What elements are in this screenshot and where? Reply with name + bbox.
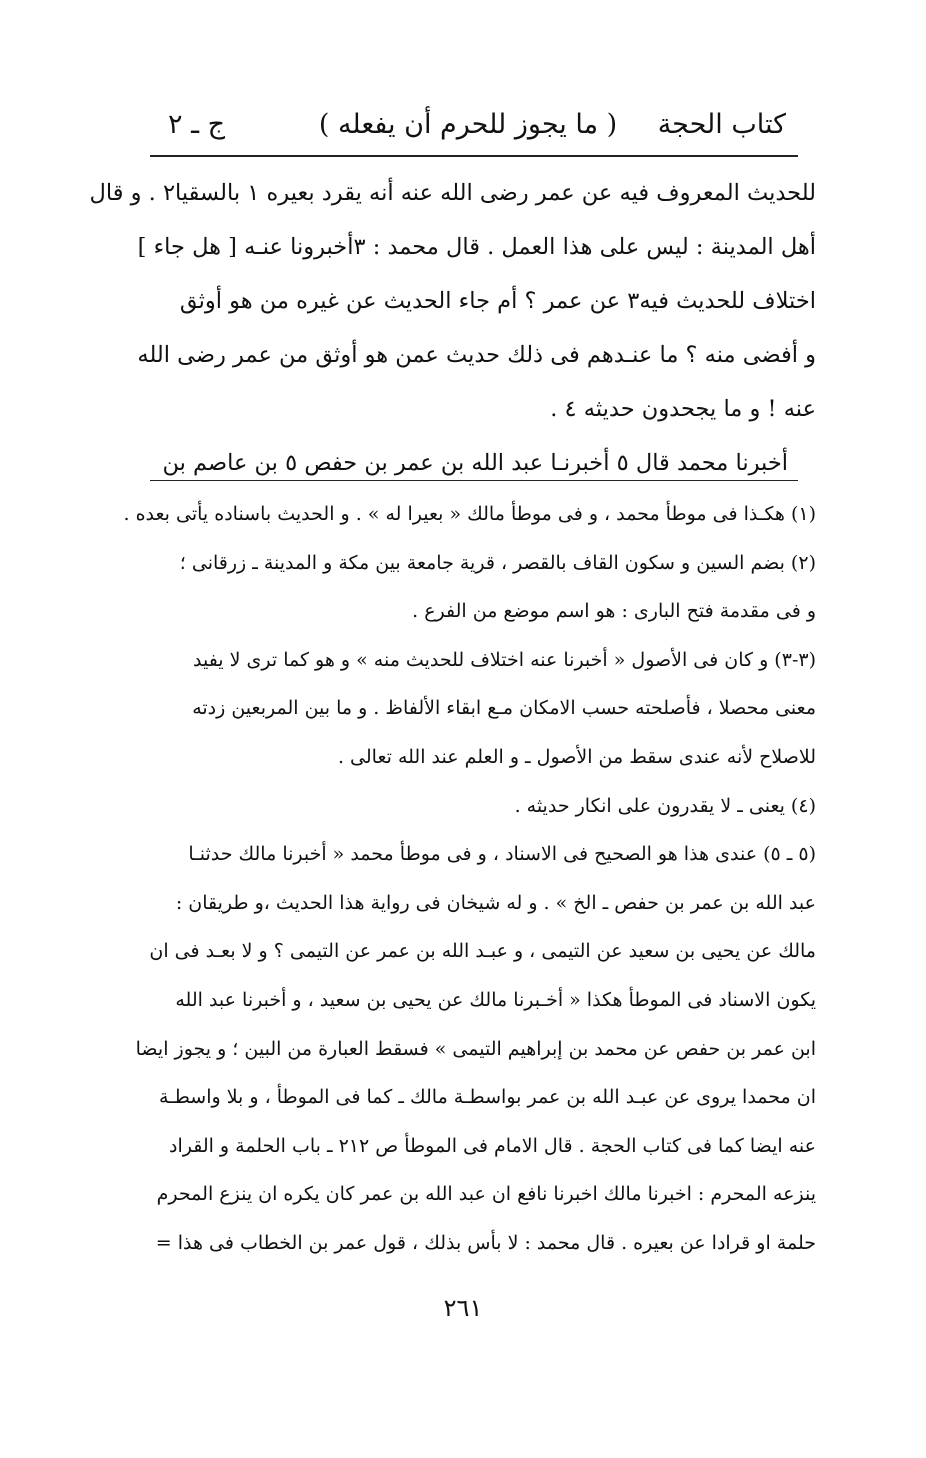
footnote-line: يكون الاسناد فى الموطأ هكذا « أخـبرنا مالك عن يحيى بن سعيد ، و أخبرنا عبد الله	[175, 988, 816, 1011]
text-line: عنه ! و ما يجحدون حديثه ٤ .	[550, 396, 816, 422]
footnote-line: (١) هكـذا فى موطأ محمد ، و فى موطأ مالك « بعيرا له » . و الحديث باسناده يأتى بعده .	[123, 503, 816, 525]
footnote-line: (٤) يعنى ـ لا يقدرون على انكار حديثه .	[514, 794, 816, 817]
text-line: و أفضى منه ؟ ما عنـدهم فى ذلك حديث عمن هو أوثق من عمر رضى الله	[137, 342, 816, 368]
footnote-line: عبد الله بن عمر بن حفص ـ الخ » . و له شيخان فى رواية هذا الحديث ،و طريقان :	[175, 891, 816, 914]
footnote-line: ينزعه المحرم : اخبرنا مالك اخبرنا نافع ان عبد الله بن عمر كان يكره ان ينزع المحرم	[156, 1183, 816, 1206]
text-line: اختلاف للحديث فيه٣ عن عمر ؟ أم جاء الحديث عن غيره من هو أوثق	[179, 288, 816, 314]
main-text	[89, 166, 816, 490]
footnote-line: (٢) بضم السين و سكون القاف بالقصر ، قرية جامعة بين مكة و المدينة ـ زرقانى ؛	[179, 551, 816, 574]
book-title: كتاب الحجة	[657, 109, 786, 140]
footnote-rule	[150, 480, 798, 481]
text-line: أهل المدينة : ليس على هذا العمل . قال محمد : ٣أخبرونا عنـه [ هل جاء ]	[137, 234, 816, 260]
footnote-line: ابن عمر بن حفص عن محمد بن إبراهيم التيمى » فسقط العبارة من البين ؛ و يجوز ايضا	[135, 1037, 816, 1060]
footnotes	[123, 490, 816, 1268]
footnote-line: (٣-٣) و كان فى الأصول « أخبرنا عنه اختلاف للحديث منه » و هو كما ترى لا يفيد	[192, 648, 816, 671]
text-line: أخبرنا محمد قال ٥ أخبرنـا عبد الله بن عمر بن حفص ٥ بن عاصم بن	[162, 450, 788, 476]
volume-number: ج ـ ٢	[168, 109, 226, 140]
footnote-line: مالك عن يحيى بن سعيد عن التيمى ، و عبـد الله بن عمر عن التيمى ؟ و لا بعـد فى ان	[149, 940, 816, 963]
footnote-line: ان محمدا يروى عن عبـد الله بن عمر بواسطـة مالك ـ كما فى الموطأ ، و بلا واسطـة	[158, 1086, 816, 1109]
footnote-line: معنى محصلا ، فأصلحته حسب الامكان مـع ابقاء الألفاظ . و ما بين المربعين زدته	[192, 697, 816, 720]
section-title: ( ما يجوز للحرم أن يفعله )	[318, 109, 618, 140]
footnote-line: عنه ايضا كما فى كتاب الحجة . قال الامام فى الموطأ ص ٢١٢ ـ باب الحلمة و القراد	[168, 1134, 816, 1157]
footnote-line: حلمة او قرادا عن بعيره . قال محمد : لا بأس بذلك ، قول عمر بن الخطاب فى هذا =	[155, 1231, 816, 1254]
header-rule	[150, 155, 798, 157]
page-number: ٢٦١	[443, 1294, 483, 1322]
footnote-line: للاصلاح لأنه عندى سقط من الأصول ـ و العلم عند الله تعالى .	[337, 745, 816, 768]
footnote-line: (٥ ـ ٥) عندى هذا هو الصحيح فى الاسناد ، و فى موطأ محمد « أخبرنا مالك حدثنـا	[188, 843, 816, 866]
text-line: للحديث المعروف فيه عن عمر رضى الله عنه أنه يقرد بعيره ١ بالسقيا٢ . و قال	[89, 180, 816, 206]
footnote-line: و فى مقدمة فتح البارى : هو اسم موضع من الفرع .	[412, 600, 816, 623]
running-header	[150, 100, 786, 150]
